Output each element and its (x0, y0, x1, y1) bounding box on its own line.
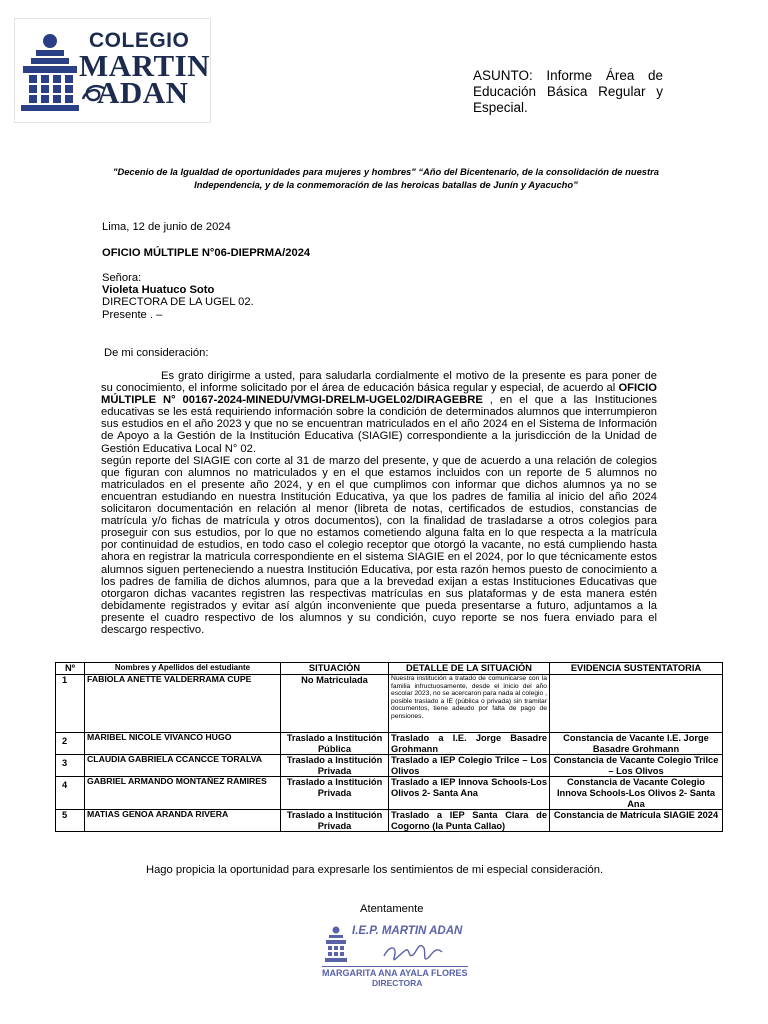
cell-name: MATIAS GENOA ARANDA RIVERA (85, 810, 281, 832)
recipient-name: Violeta Huatuco Soto (102, 284, 215, 296)
col-header-detail: DETALLE DE LA SITUACIÓN (389, 663, 550, 675)
table-row (56, 675, 723, 733)
cell-situation: Traslado a Institución Privada (281, 810, 389, 832)
cell-num: 2 (56, 733, 85, 755)
logo-flourish-icon (79, 81, 109, 107)
students-table (55, 662, 723, 832)
body-reference: OFICIO MÚLTIPLE N° 00167-2024-MINEDU/VMGI-DRELM-UGEL02/DIRAGEBRE (101, 382, 657, 407)
decade-header: "Decenio de la Igualdad de oportunidades para mujeres y hombres" “Año del Bicentenario, de la consolidación de nuestra Independencia, y de la conmemoración de las heroicas batallas de Junín y Ayacucho” (113, 166, 659, 190)
logo-text-adan: ADAN (97, 75, 189, 110)
handwritten-signature (380, 938, 450, 968)
table-row (56, 810, 723, 832)
body-paragraph-1b: , en el que a las Instituciones educativas se les está requiriendo información sobre la condición de determinados alumnos que interrumpieron sus estudios en el año 2023 y que no se encuentran matriculados en el año 2024 en el Sistema de Información de Apoyo a la Gestión de la Institución Educativa (SIAGIE) correspondiente a la jurisdicción de la Unidad de Gestión Educativa Local N° 02. (101, 394, 657, 455)
table-row (56, 755, 723, 777)
school-logo (14, 18, 211, 123)
body-paragraph-1a: Es grato dirigirme a usted, para saludarla cordialmente el motivo de la presente es para poner de su conocimiento, el informe solicitado por el área de educación básica regular y especial, de acuerdo al (101, 370, 657, 395)
cell-name: FABIOLA ANETTE VALDERRAMA CUPE (85, 675, 281, 733)
letter-body (101, 370, 657, 636)
table-header-row (56, 663, 723, 675)
col-header-num: Nº (56, 663, 85, 675)
cell-name: CLAUDIA GABRIELA CCANCCE TORALVA (85, 755, 281, 777)
recipient-greeting: Señora: (102, 272, 142, 284)
cell-evidence: Constancia de Vacante I.E. Jorge Basadre Grohmann (550, 733, 723, 755)
cell-num: 1 (56, 675, 85, 733)
cell-detail: Traslado a IEP Colegio Trilce – Los Olivos (389, 755, 550, 777)
seal-institution: I.E.P. MARTIN ADAN (352, 925, 463, 937)
letter-date: Lima, 12 de junio de 2024 (102, 221, 231, 233)
oficio-number: OFICIO MÚLTIPLE N°06-DIEPRMA/2024 (102, 247, 311, 259)
subject-line: ASUNTO: Informe Área de Educación Básica Regular y Especial. (473, 68, 663, 115)
cell-situation: Traslado a Institución Privada (281, 755, 389, 777)
director-seal (320, 922, 500, 990)
cell-num: 4 (56, 777, 85, 810)
cell-detail: Traslado a IEP Innova Schools-Los Olivos 2- Santa Ana (389, 777, 550, 810)
col-header-evidence: EVIDENCIA SUSTENTATORIA (550, 663, 723, 675)
cell-evidence: Constancia de Matrícula SIAGIE 2024 (550, 810, 723, 832)
cell-name: GABRIEL ARMANDO MONTAÑEZ RAMIRES (85, 777, 281, 810)
cell-detail: Traslado a I.E. Jorge Basadre Grohmann (389, 733, 550, 755)
sign-off: Atentamente (360, 903, 424, 915)
logo-text-martin: MARTIN (79, 48, 211, 83)
logo-emblem-icon (19, 33, 81, 113)
closing-sentence: Hago propicia la oportunidad para expresarle los sentimientos de mi especial consideración. (146, 864, 604, 876)
recipient-position: DIRECTORA DE LA UGEL 02. (102, 296, 254, 308)
col-header-name: Nombres y Apellidos del estudiante (85, 663, 281, 675)
cell-detail: Nuestra institución a tratado de comunicarse con la familia infructuosamente, desde el inicio del año escolar 2023, no se acercaron para nada al colegio , posible traslado a IE (pública o privada) sin tramitar documentos, tiene adeudo por falta de pago de pensiones. (389, 675, 550, 733)
col-header-situation: SITUACIÓN (281, 663, 389, 675)
cell-evidence: Constancia de Vacante Colegio Innova Schools-Los Olivos 2- Santa Ana (550, 777, 723, 810)
cell-detail: Traslado a IEP Santa Clara de Cogorno (la Punta Callao) (389, 810, 550, 832)
logo-text-colegio: COLEGIO (89, 29, 190, 52)
cell-evidence (550, 675, 723, 733)
seal-emblem-icon (324, 926, 348, 964)
cell-name: MARIBEL NICOLE VIVANCO HUGO (85, 733, 281, 755)
table-row (56, 733, 723, 755)
recipient-presente: Presente . – (102, 309, 163, 321)
seal-signer-role: DIRECTORA (372, 978, 423, 988)
cell-situation: Traslado a Institución Pública (281, 733, 389, 755)
cell-evidence: Constancia de Vacante Colegio Trilce – Los Olivos (550, 755, 723, 777)
cell-num: 5 (56, 810, 85, 832)
body-paragraph-2: según reporte del SIAGIE con corte al 31 de marzo del presente, y que de acuerdo a una relación de colegios que figuran con alumnos no matriculados y en el que estamos incluidos con un reporte de 5 alumnos no matriculados en el presente año 2024, y en el que cumplimos con informar que dichos alumnos ya no se encuentran estudiando en nuestra Institución Educativa, ya que los padres de familia al inicio del año 2024 solicitaron documentación en relación al menor (libreta de notas, certificados de estudios, constancias de matrícula y/o fichas de matrícula y otros documentos), con la finalidad de trasladarse a otros colegios para proseguir con sus estudios, por lo que no estamos cometiendo alguna falta en lo que respecta a la matrícula por continuidad de estudios, en todo caso el colegio receptor que otorgó la vacante, no está cumpliendo hasta ahora en registrar la matricula correspondiente en el sistema SIAGIE en el 2024, por lo que técnicamente estos alumnos siguen perteneciendo a nuestra Institución Educativa, por esta razón hemos puesto de conocimiento a los padres de familia de dichos alumnos, para que a la brevedad exijan a estas Instituciones Educativas que otorgaron dichas vacantes registren las respectivas matrículas en sus plataformas y de esta manera estén debidamente registrados y evitar así algún inconveniente que pueda presentarse a futuro, adjuntamos a la presente el cuadro respectivo de los alumnos y su condición, cuyo reporte se nos fuera enviado para el descargo respectivo. (101, 454, 657, 636)
cell-situation: Traslado a Institución Privada (281, 777, 389, 810)
salutation: De mi consideración: (104, 347, 209, 359)
cell-situation: No Matriculada (281, 675, 389, 733)
cell-num: 3 (56, 755, 85, 777)
seal-signer-name: MARGARITA ANA AYALA FLORES (322, 968, 468, 978)
table-row (56, 777, 723, 810)
